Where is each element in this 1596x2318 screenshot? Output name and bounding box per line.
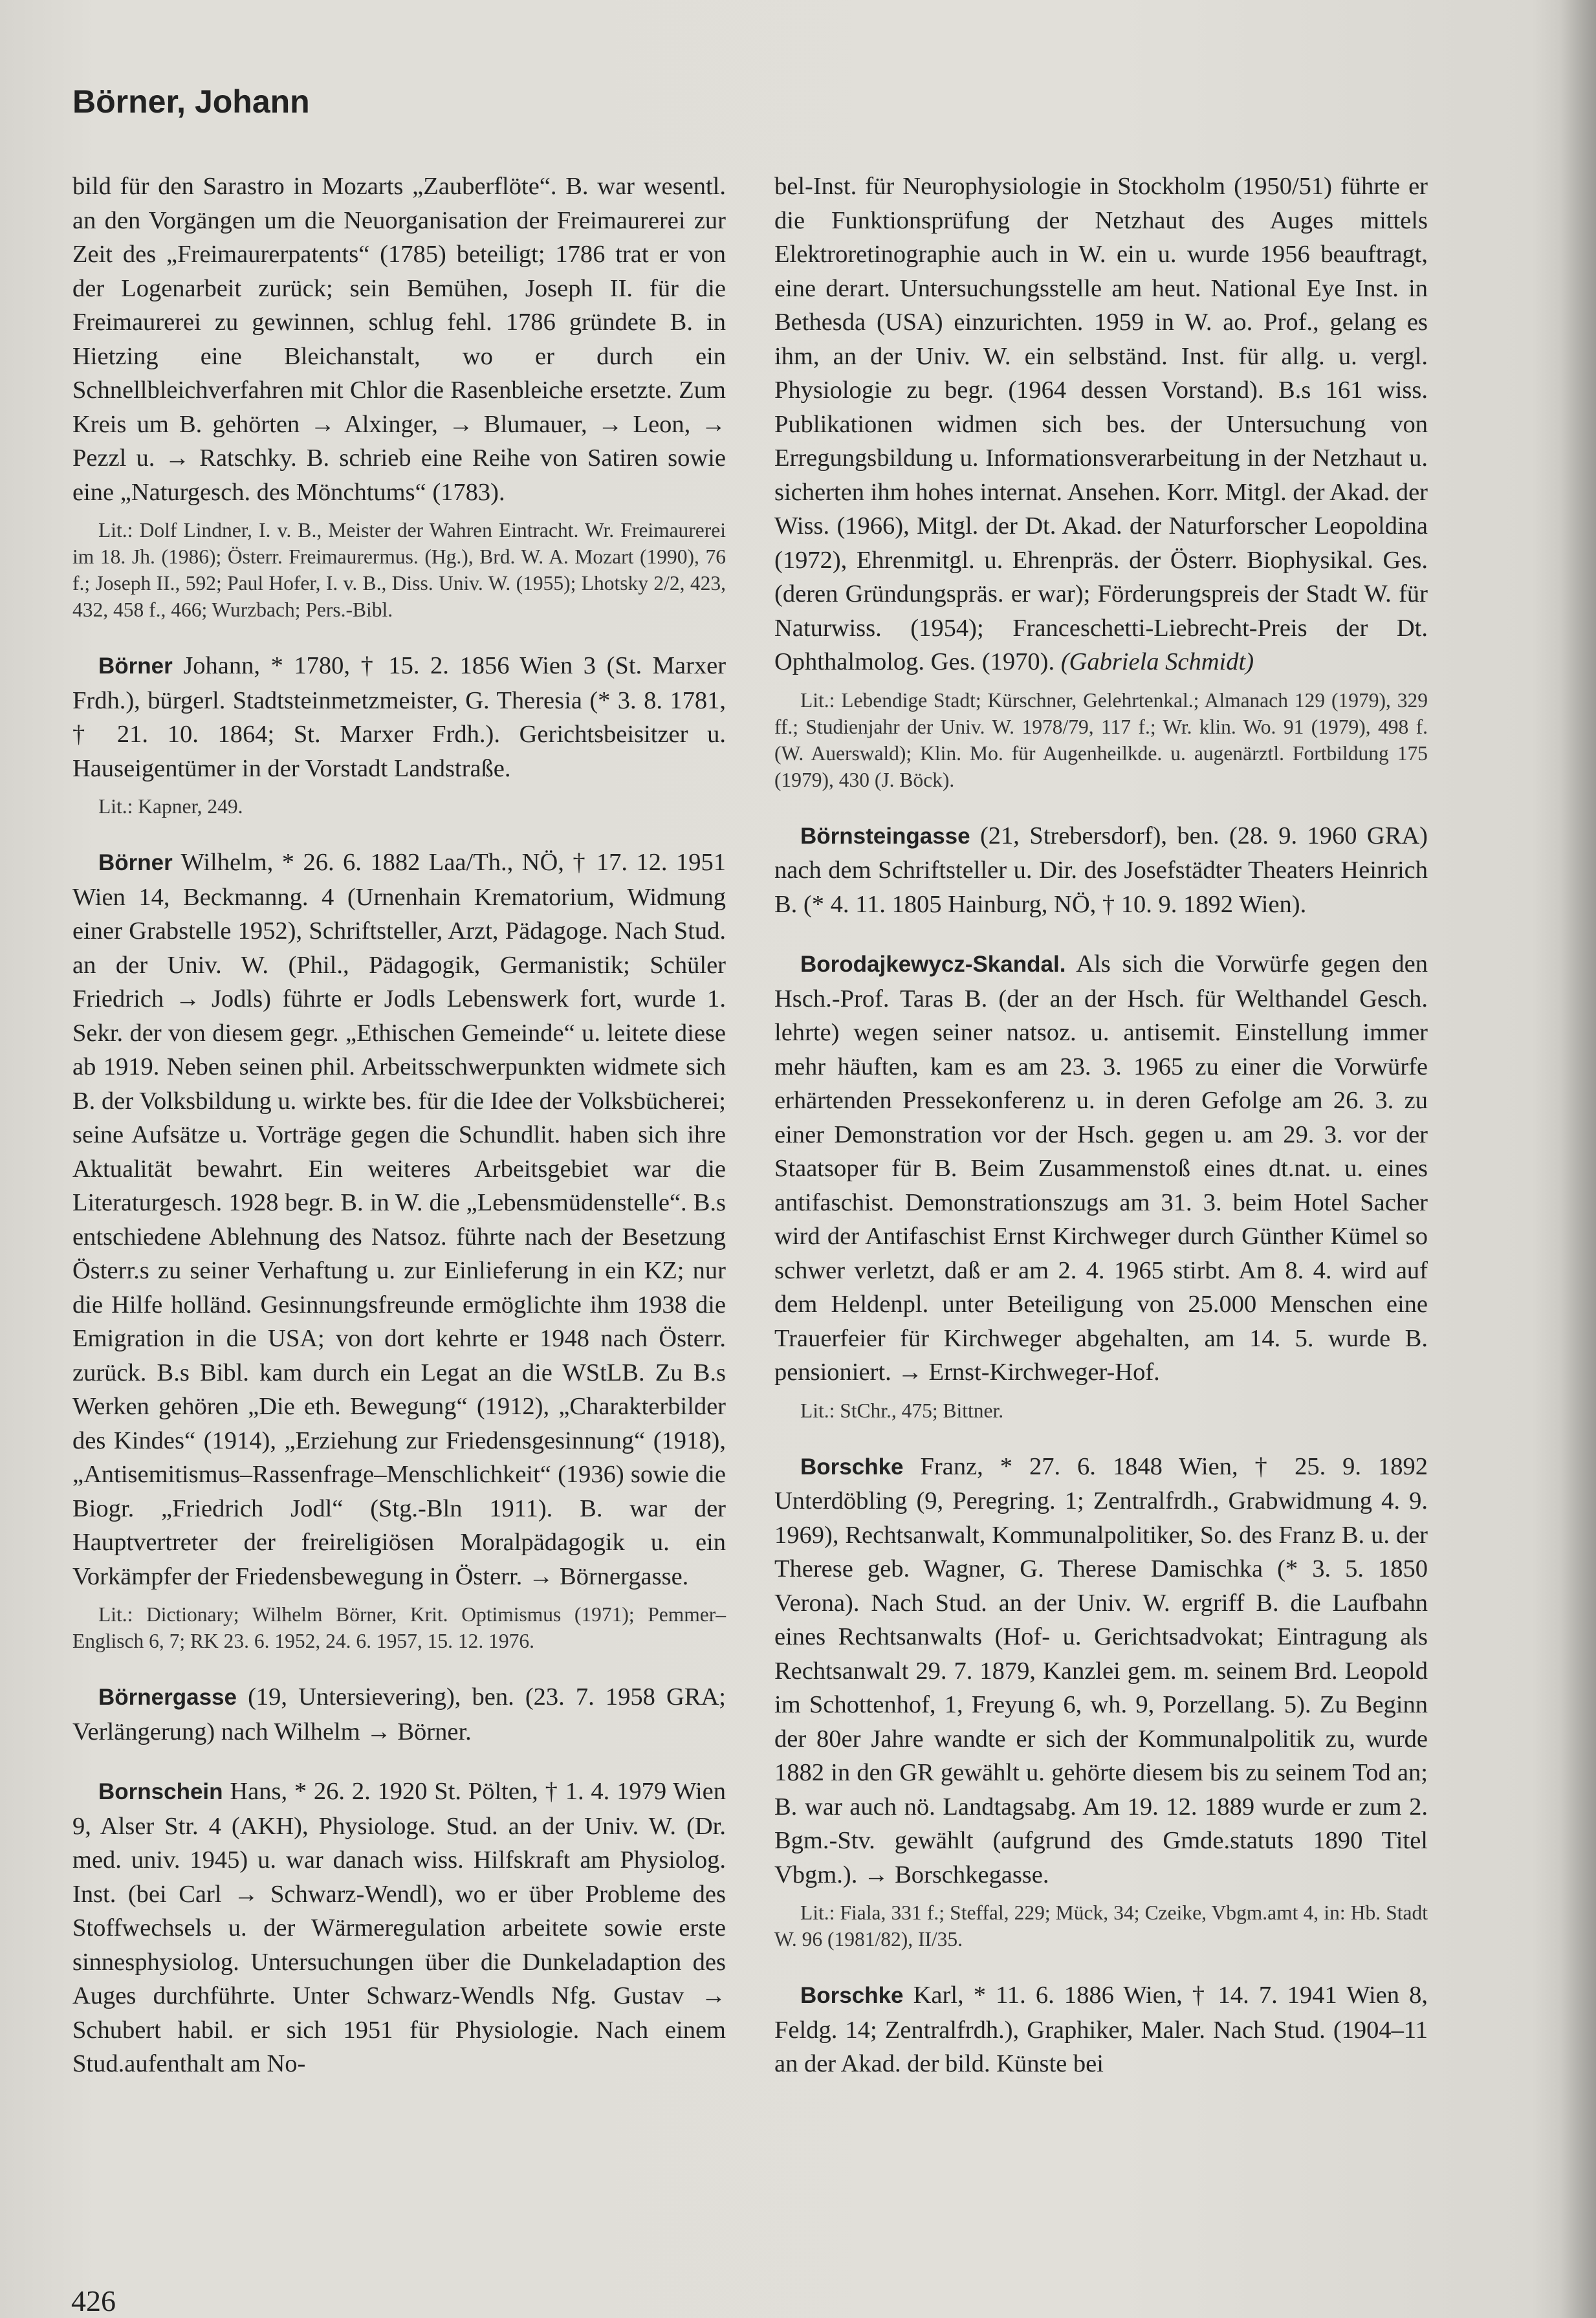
- entry-text: Johann, * 1780, † 15. 2. 1856 Wien 3 (St. Marxer Frdh.), bürgerl. Stadtsteinmetzmeister, G. Theresia (* 3. 8. 1781, † 21. 10. 1864; St. Marxer Frdh.). Gerichtsbeisitzer u. Hauseigentümer in der Vorstadt Landstraße.: [72, 652, 727, 782]
- entry-borodajkewycz-skandal: [774, 947, 1428, 1424]
- entry-boernsteingasse: [774, 819, 1428, 922]
- right-column: [774, 169, 1428, 2081]
- literature: Lit.: Dolf Lindner, I. v. B., Meister der Wahren Eintracht. Wr. Freimaurerei im 18. Jh. (1986); Österr. Freimaurermus. (Hg.), Brd. W. A. Mozart (1990), 76 f.; Joseph II., 592; Paul Hofer, I. v. B., Diss. Univ. W. (1955); Lhotsky 2/2, 423, 432, 458 f., 466; Wurzbach; Pers.-Bibl.: [72, 519, 726, 621]
- entry-text: Karl, * 11. 6. 1886 Wien, † 14. 7. 1941 Wien 8, Feldg. 14; Zentralfrdh.), Graphiker, Maler. Nach Stud. (1904–11 an der Akad. der bild. Künste bei: [774, 1982, 1428, 2077]
- entry-boerner-wilhelm: [72, 846, 726, 1654]
- entry-text: Franz, * 27. 6. 1848 Wien, † 25. 9. 1892 Unterdöbling (9, Peregring. 1; Zentralfrdh., Grabwidmung 4. 9. 1969), Rechtsanwalt, Kommunalpolitiker, So. des Franz B. u. der Therese geb. Wagner, G. Therese Damischka (* 3. 5. 1850 Verona). Nach Stud. an der Univ. W. ergriff B. die Laufbahn eines Rechtsanwalts (Hof- u. Gerichtsadvokat; Eintragung als Rechtsanwalt 29. 7. 1879, Kanzlei gem. m. seinem Brd. Leopold im Schottenhof, 1, Freyung 6, wh. 9, Porzellang. 5). Zu Beginn der 80er Jahre wandte er sich der Kommunalpolitik zu, wurde 1882 in den GR gewählt u. gehörte diesem bis zu seinem Tod an; B. war auch nö. Landtagsabg. Am 19. 12. 1889 wurde er zum 2. Bgm.-Stv. gewählt (aufgrund des Gmde.statuts 1890 Titel Vbgm.). → Borschkegasse.: [774, 1452, 1428, 1888]
- entry-text: Als sich die Vorwürfe gegen den Hsch.-Prof. Taras B. (der an der Hsch. für Welthandel Gesch. lehrte) wegen seiner natsoz. u. antisemit. Einstellung immer mehr häuften, kam es am 23. 3. 1965 zu einer die Vorwürfe erhärtenden Pressekonferenz u. in deren Gefolge am 26. 3. zu einer Demonstration vor der Hsch. gegen u. am 29. 3. vor der Staatsoper für B. Beim Zusammenstoß eines dt.nat. u. eines antifaschist. Demonstrationszugs am 31. 3. beim Hotel Sacher wird der Antifaschist Ernst Kirchweger durch Günther Kümel so schwer verletzt, daß er am 2. 4. 1965 stirbt. Am 8. 4. wird auf dem Heldenpl. unter Beteiligung von 25.000 Menschen eine Trauerfeier für Kirchweger abgehalten, am 14. 5. wurde B. pensioniert. → Ernst-Kirchweger-Hof.: [774, 950, 1428, 1386]
- entry-text: Hans, * 26. 2. 1920 St. Pölten, † 1. 4. 1979 Wien 9, Alser Str. 4 (AKH), Physiologe. Stud. an der Univ. W. (Dr. med. univ. 1945) u. war danach wiss. Hilfskraft am Physiolog. Inst. (bei Carl → Schwarz-Wendl), wo er über Probleme des Stoffwechsels u. der Wärmeregulation arbeitete sowie erste sinnesphysiolog. Untersuchungen über die Dunkeladaption des Auges durchführte. Unter Schwarz-Wendls Nfg. Gustav → Schubert habil. er sich 1951 für Physiologie. Nach einem Stud.aufenthalt am No-: [72, 1778, 727, 2077]
- left-column: [72, 169, 726, 2081]
- entry-borschke-karl: [774, 1978, 1428, 2081]
- literature: Lit.: StChr., 475; Bittner.: [800, 1399, 1004, 1422]
- entry-text: Wilhelm, * 26. 6. 1882 Laa/Th., NÖ, † 17. 12. 1951 Wien 14, Beckmanng. 4 (Urnenhain Krematorium, Widmung einer Grabstelle 1952), Schriftsteller, Arzt, Pädagoge. Nach Stud. an der Univ. W. (Phil., Pädagogik, Germanistik; Schüler Friedrich → Jodls) führte er Jodls Lebenswerk fort, wurde 1. Sekr. der von diesem gegr. „Ethischen Gemeinde“ u. leitete diese ab 1919. Neben seinen phil. Arbeitsschwerpunkten widmete sich B. der Volksbildung u. wirkte bes. für die Idee der Volksbücherei; seine Aufsätze u. Vorträge gegen die Schundlit. haben sich ihre Aktualität bewahrt. Ein weiteres Arbeitsgebiet war die Literaturgesch. 1928 begr. B. in W. die „Lebensmüdenstelle“. B.s entschiedene Ablehnung des Natsoz. führte nach der Besetzung Österr.s zu seiner Verhaftung u. zur Einlieferung in ein KZ; nur die Hilfe holländ. Gesinnungsfreunde ermöglichte ihm 1938 die Emigration in die USA; von dort kehrte er 1948 nach Österr. zurück. B.s Bibl. kam durch ein Legat an die WStLB. Zu B.s Werken gehören „Die eth. Bewegung“ (1912), „Charakterbilder des Kindes“ (1914), „Erziehung zur Friedensgesinnung“ (1918), „Antisemitismus–Rassenfrage–Menschlichkeit“ (1936) sowie die Biogr. „Friedrich Jodl“ (Stg.-Bln 1911). B. war der Hauptvertreter der freireligiösen Moralpädagogik u. ein Vorkämpfer der Friedensbewegung in Österr. → Börnergasse.: [72, 849, 727, 1590]
- entry-text: (19, Untersievering), ben. (23. 7. 1958 GRA; Verlängerung) nach Wilhelm → Börner.: [72, 1683, 726, 1745]
- literature: Lit.: Dictionary; Wilhelm Börner, Krit. Optimismus (1971); Pemmer–Englisch 6, 7; RK 23. 6. 1952, 24. 6. 1957, 15. 12. 1976.: [72, 1603, 726, 1652]
- entry-text: bild für den Sarastro in Mozarts „Zauberflöte“. B. war wesentl. an den Vorgängen um die Neuorganisation der Freimaurerei zur Zeit des „Freimaurerpatents“ (1785) beteiligt; 1786 trat er von der Logenarbeit zurück; sein Bemühen, Joseph II. für die Freimaurerei zu gewinnen, schlug fehl. 1786 gründete B. in Hietzing eine Bleichanstalt, wo er durch ein Schnellbleichverfahren mit Chlor die Rasenbleiche ersetzte. Zum Kreis um B. gehörten → Alxinger, → Blumauer, → Leon, → Pezzl u. → Ratschky. B. schrieb eine Reihe von Satiren sowie eine „Naturgesch. des Mönchtums“ (1783).: [72, 173, 726, 506]
- literature: Lit.: Lebendige Stadt; Kürschner, Gelehrtenkal.; Almanach 129 (1979), 329 ff.; Studienjahr der Univ. W. 1978/79, 117 f.; Wr. klin. Wo. 91 (1979), 498 f. (W. Auerswald); Klin. Mo. für Augenheilkde. u. augenärztl. Fortbildung 175 (1979), 430 (J. Böck).: [774, 688, 1428, 791]
- entry-continuation: [774, 169, 1428, 793]
- author-signature: (Gabriela Schmidt): [1060, 648, 1254, 675]
- headword: Börner: [98, 850, 173, 875]
- entry-continuation: [72, 169, 726, 623]
- running-header: Börner, Johann: [72, 83, 310, 120]
- headword: Borodajkewycz-Skandal.: [800, 952, 1066, 977]
- entry-text: bel-Inst. für Neurophysiologie in Stockholm (1950/51) führte er die Funktionsprüfung der Netzhaut des Auges mittels Elektroretinographie auch in W. ein u. wurde 1956 beauftragt, eine derart. Untersuchungsstelle am heut. National Eye Inst. in Bethesda (USA) einzurichten. 1959 in W. ao. Prof., gelang es ihm, an der Univ. W. ein selbständ. Inst. für allg. u. vergl. Physiologie zu begr. (1964 dessen Vorstand). B.s 161 wiss. Publikationen widmen sich bes. der Untersuchung von Erregungsbildung u. Informationsverarbeitung in der Netzhaut u. sicherten ihm hohes internat. Ansehen. Korr. Mitgl. der Akad. der Wiss. (1966), Mitgl. der Dt. Akad. der Naturforscher Leopoldina (1972), Ehrenmitgl. u. Ehrenpräs. der Österr. Biophysikal. Ges. (deren Gründungspräs. er war); Förderungspreis der Stadt W. für Naturwiss. (1954); Franceschetti-Liebrecht-Preis der Dt. Ophthalmolog. Ges. (1970).: [774, 173, 1428, 675]
- headword: Börner: [98, 653, 173, 679]
- headword: Bornschein: [98, 1779, 223, 1804]
- entry-borschke-franz: [774, 1450, 1428, 1953]
- headword: Börnsteingasse: [800, 823, 970, 849]
- literature: Lit.: Fiala, 331 f.; Steffal, 229; Mück, 34; Czeike, Vbgm.amt 4, in: Hb. Stadt W. 96 (1981/82), II/35.: [774, 1901, 1428, 1951]
- entry-boernergasse: [72, 1680, 726, 1749]
- literature: Lit.: Kapner, 249.: [98, 795, 243, 818]
- entry-bornschein: [72, 1775, 726, 2081]
- entry-text: (21, Strebersdorf), ben. (28. 9. 1960 GRA) nach dem Schriftsteller u. Dir. des Josefstädter Theaters Heinrich B. (* 4. 11. 1805 Hainburg, NÖ, † 10. 9. 1892 Wien).: [774, 822, 1428, 918]
- page-number: 426: [71, 2284, 116, 2317]
- headword: Borschke: [800, 1983, 904, 2008]
- headword: Börnergasse: [98, 1685, 237, 1710]
- headword: Borschke: [800, 1454, 904, 1480]
- entry-boerner-johann: [72, 649, 726, 820]
